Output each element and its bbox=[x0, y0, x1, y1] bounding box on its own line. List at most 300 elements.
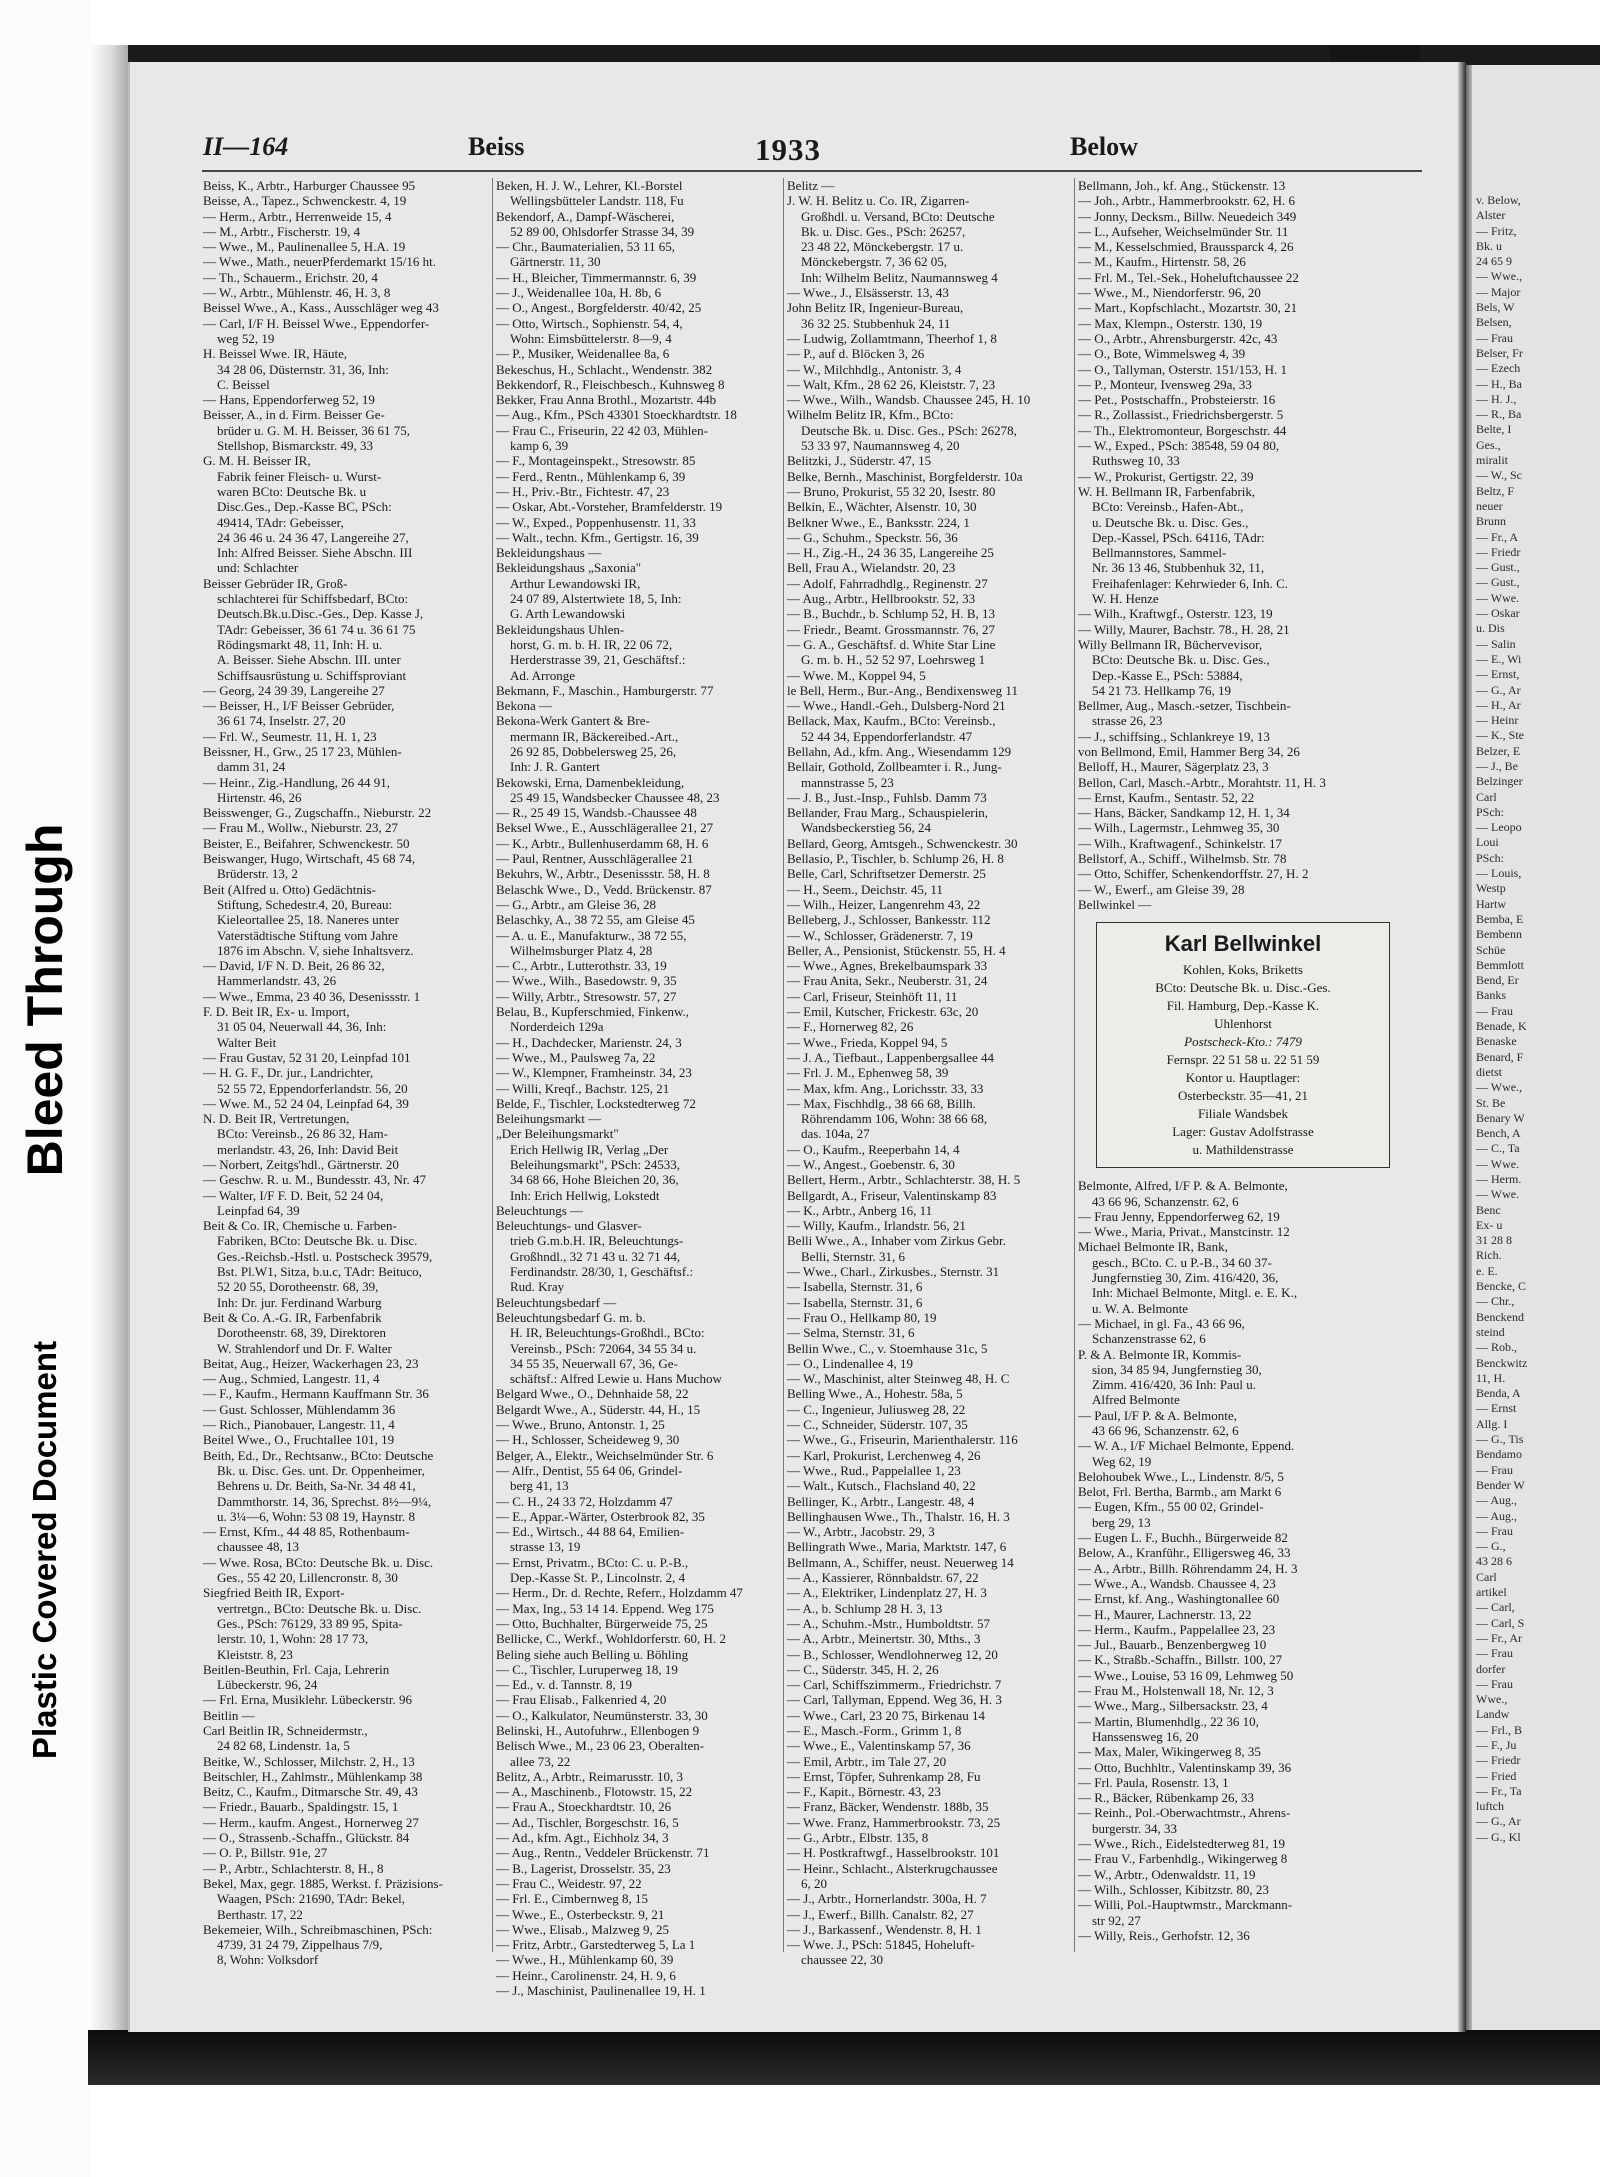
adjacent-page-line: — W., Sc bbox=[1476, 468, 1523, 483]
directory-entry-line: Belgard Wwe., O., Dehnhaide 58, 22 bbox=[496, 1386, 689, 1402]
adjacent-page-line: — G., Ar bbox=[1476, 1814, 1521, 1829]
directory-entry-line: 26 92 85, Dobbelersweg 25, 26, bbox=[510, 743, 677, 759]
directory-entry-line: — O., Lindenallee 4, 19 bbox=[787, 1355, 913, 1371]
directory-entry-line: — F., Kapit., Börnestr. 43, 23 bbox=[787, 1784, 941, 1800]
adjacent-page-line: — K., Ste bbox=[1476, 728, 1524, 743]
advertisement-line: Lager: Gustav Adolfstrasse bbox=[1172, 1124, 1314, 1140]
directory-entry-line: H. Beissel Wwe. IR, Häute, bbox=[203, 346, 348, 362]
directory-entry-line: Dep.-Kasse E., PSch: 53884, bbox=[1092, 667, 1243, 683]
directory-entry-line: — W., Schlosser, Grädenerstr. 7, 19 bbox=[787, 927, 973, 943]
directory-entry-line: — Max, kfm. Ang., Lorichsstr. 33, 33 bbox=[787, 1080, 984, 1096]
adjacent-page-line: — Rob., bbox=[1476, 1340, 1518, 1355]
directory-entry-line: — J. A., Tiefbaut., Lappenbergsallee 44 bbox=[787, 1049, 995, 1065]
adjacent-page-line: 24 65 9 bbox=[1476, 254, 1512, 269]
directory-entry-line: — Emil, Arbtr., im Tale 27, 20 bbox=[787, 1753, 947, 1769]
adjacent-page-line: — Herm. bbox=[1476, 1172, 1522, 1186]
directory-entry-line: Bekkendorf, R., Fleischbesch., Kuhnsweg 8 bbox=[496, 376, 725, 392]
directory-entry-line: Carl Beitlin IR, Schneidermstr., bbox=[203, 1722, 368, 1738]
directory-entry-line: — F., Kaufm., Hermann Kauffmann Str. 36 bbox=[203, 1386, 429, 1402]
directory-entry-line: str 92, 27 bbox=[1092, 1912, 1141, 1928]
adjacent-page-text bbox=[1476, 193, 1606, 1845]
header-rule bbox=[202, 170, 1422, 172]
directory-entry-line: — K., Arbtr., Bullenhuserdamm 68, H. 6 bbox=[496, 835, 709, 851]
directory-entry-line: Bellmann, Joh., kf. Ang., Stückenstr. 13 bbox=[1078, 178, 1286, 193]
adjacent-page-line: — Chr., bbox=[1476, 1294, 1515, 1309]
adjacent-page-line: — J., Be bbox=[1476, 758, 1518, 773]
directory-entry-line: und: Schlachter bbox=[217, 560, 299, 576]
directory-entry-line: BCto: Vereinsb., Hafen-Abt., bbox=[1092, 499, 1244, 515]
directory-entry-line: Bekleidungshaus „Saxonia" bbox=[496, 560, 642, 576]
adjacent-page-line: Beltz, F bbox=[1476, 483, 1514, 498]
directory-entry-line: — Gust. Schlosser, Mühlendamm 36 bbox=[203, 1401, 396, 1417]
directory-entry-line: 24 07 89, Alstertwiete 18, 5, Inh: bbox=[510, 591, 682, 607]
directory-entry-line: strasse 26, 23 bbox=[1092, 713, 1163, 729]
adjacent-page-line: Benaske bbox=[1476, 1034, 1517, 1049]
directory-entry-line: Inh: Alfred Beisser. Siehe Abschn. III bbox=[217, 545, 413, 561]
directory-entry-line: Nr. 36 13 46, Stubbenhuk 32, 11, bbox=[1092, 560, 1265, 576]
directory-entry-line: merlandstr. 43, 26, Inh: David Beit bbox=[217, 1141, 399, 1157]
directory-entry-line: u. Deutsche Bk. u. Disc. Ges., bbox=[1092, 514, 1249, 530]
directory-entry-line: Beitat, Aug., Heizer, Wackerhagen 23, 23 bbox=[203, 1355, 419, 1371]
directory-entry-line: — Frl. J. M., Ephenweg 58, 39 bbox=[787, 1065, 949, 1081]
adjacent-page-line: dorfer bbox=[1476, 1661, 1506, 1676]
directory-entry-line: — W., Milchhdlg., Antonistr. 3, 4 bbox=[787, 361, 962, 377]
directory-entry-line: Beleuchtungs — bbox=[496, 1202, 584, 1218]
directory-entry-line: — O., Kalkulator, Neumünsterstr. 33, 30 bbox=[496, 1707, 708, 1723]
directory-entry-line: Hanssensweg 16, 20 bbox=[1092, 1728, 1199, 1744]
directory-entry-line: 53 33 97, Naumannsweg 4, 20 bbox=[801, 438, 960, 454]
directory-entry-line: BCto: Deutsche Bk. u. Disc. Ges., bbox=[1092, 652, 1270, 668]
column-divider bbox=[1074, 178, 1075, 1952]
directory-entry-line: — M., Arbtr., Fischerstr. 19, 4 bbox=[203, 223, 361, 239]
directory-entry-line: — Frau C., Weidestr. 97, 22 bbox=[496, 1875, 642, 1891]
directory-entry-line: 36 61 74, Inselstr. 27, 20 bbox=[217, 713, 346, 729]
column-4 bbox=[1078, 178, 1402, 1952]
directory-entry-line: burgerstr. 34, 33 bbox=[1092, 1820, 1177, 1836]
directory-entry-line: — Wwe., Math., neuerPferdemarkt 15/16 ht. bbox=[203, 254, 436, 270]
directory-entry-line: — Walt., techn. Kfm., Gertigstr. 16, 39 bbox=[496, 529, 699, 545]
directory-entry-line: — Max, Klempn., Osterstr. 130, 19 bbox=[1078, 315, 1263, 331]
page-number: II—164 bbox=[203, 132, 289, 161]
directory-entry-line: — Wwe., J., Elsässerstr. 13, 43 bbox=[787, 285, 949, 301]
last-entry-word: Below bbox=[1070, 132, 1138, 161]
adjacent-page-line: — H., Ar bbox=[1476, 697, 1521, 712]
directory-entry-line: Norderdeich 129a bbox=[510, 1019, 604, 1035]
adjacent-page-line: v. Below, bbox=[1476, 193, 1521, 207]
directory-entry-line: — Carl, Friseur, Steinhöft 11, 11 bbox=[787, 988, 958, 1004]
directory-entry-line: Below, A., Kranführ., Elligersweg 46, 33 bbox=[1078, 1545, 1291, 1561]
directory-entry-line: — Frau M., Wollw., Nieburstr. 23, 27 bbox=[203, 820, 399, 836]
directory-entry-line: — Alfr., Dentist, 55 64 06, Grindel- bbox=[496, 1462, 683, 1478]
year: 1933 bbox=[755, 132, 821, 167]
directory-entry-line: — Wwe., Bruno, Antonstr. 1, 25 bbox=[496, 1417, 665, 1433]
adjacent-page-line: — Gust., bbox=[1476, 560, 1520, 575]
directory-entry-line: Beitschler, H., Zahlmstr., Mühlenkamp 38 bbox=[203, 1768, 423, 1784]
directory-entry-line: — Paul, I/F P. & A. Belmonte, bbox=[1078, 1407, 1237, 1423]
directory-entry-line: trieb G.m.b.H. IR, Beleuchtungs- bbox=[510, 1233, 684, 1249]
directory-entry-line: — Frau Jenny, Eppendorferweg 62, 19 bbox=[1078, 1208, 1280, 1224]
directory-entry-line: Beitlin — bbox=[203, 1707, 255, 1723]
advertisement-line: BCto: Deutsche Bk. u. Disc.-Ges. bbox=[1155, 980, 1331, 996]
adjacent-page-line: Carl bbox=[1476, 789, 1497, 804]
directory-entry-line: allee 73, 22 bbox=[510, 1753, 571, 1769]
directory-entry-line: Dep.-Kasse St. P., Lincolnstr. 2, 4 bbox=[510, 1570, 686, 1586]
directory-entry-line: — A., b. Schlump 28 H. 3, 13 bbox=[787, 1600, 943, 1616]
directory-entry-line: Beitz, C., Kaufm., Ditmarsche Str. 49, 43 bbox=[203, 1784, 418, 1800]
directory-entry-line: — Aug., Schmied, Langestr. 11, 4 bbox=[203, 1371, 380, 1387]
directory-entry-line: Beiswanger, Hugo, Wirtschaft, 45 68 74, bbox=[203, 851, 416, 867]
directory-entry-line: — Wwe. Franz, Hammerbrookstr. 73, 25 bbox=[787, 1814, 1001, 1830]
directory-entry-line: Bellard, Georg, Amtsgeh., Schwenckestr. 30 bbox=[787, 835, 1018, 851]
directory-entry-line: Belli, Sternstr. 31, 6 bbox=[801, 1248, 905, 1264]
directory-entry-line: Bekemeier, Wilh., Schreibmaschinen, PSch: bbox=[203, 1921, 433, 1937]
directory-entry-line: — Eugen, Kfm., 55 00 02, Grindel- bbox=[1078, 1499, 1264, 1515]
directory-entry-line: — Otto, Buchhalter, Bürgerweide 75, 25 bbox=[496, 1615, 708, 1631]
directory-entry-line: — Adolf, Fahrradhdlg., Reginenstr. 27 bbox=[787, 575, 988, 591]
directory-entry-line: Rud. Kray bbox=[510, 1279, 565, 1295]
adjacent-page-line: Benc bbox=[1476, 1202, 1501, 1217]
directory-entry-line: — Walter, I/F F. D. Beit, 52 24 04, bbox=[203, 1187, 384, 1203]
advertisement-line: Kontor u. Hauptlager: bbox=[1185, 1070, 1301, 1086]
directory-entry-line: Bellingrath Wwe., Maria, Marktstr. 147, 6 bbox=[787, 1539, 1007, 1555]
directory-entry-line: — J., Maschinist, Paulinenallee 19, H. 1 bbox=[496, 1983, 706, 1999]
directory-entry-line: 34 68 66, Hohe Bleichen 20, 36, bbox=[510, 1172, 679, 1188]
directory-entry-line: — H., Dachdecker, Marienstr. 24, 3 bbox=[496, 1034, 682, 1050]
directory-entry-line: Belde, F., Tischler, Lockstedterweg 72 bbox=[496, 1095, 696, 1111]
directory-entry-line: A. Beisser. Siehe Abschn. III. unter bbox=[217, 652, 401, 668]
directory-entry-line: — Herm., Dr. d. Rechte, Referr., Holzdamm 47 bbox=[496, 1585, 743, 1601]
directory-entry-line: Vaterstädtische Stiftung vom Jahre bbox=[217, 927, 398, 943]
directory-entry-line: — Frau V., Farbenhdlg., Wikingerweg 8 bbox=[1078, 1851, 1288, 1867]
adjacent-page-line: — Frau bbox=[1476, 1646, 1513, 1661]
adjacent-page-line: — H., Ba bbox=[1476, 376, 1522, 391]
directory-entry-line: G. m. b. H., 52 52 97, Loehrsweg 1 bbox=[801, 652, 986, 668]
directory-entry-line: — Herm., Kaufm., Pappelallee 23, 23 bbox=[1078, 1621, 1276, 1637]
adjacent-page-line: — Wwe., bbox=[1476, 1080, 1523, 1095]
adjacent-page-line: Westp bbox=[1476, 881, 1506, 896]
advertisement-line: u. Mathildenstrasse bbox=[1192, 1142, 1294, 1158]
directory-entry-line: — G., Arbtr., am Gleise 36, 28 bbox=[496, 896, 656, 912]
directory-entry-line: — Frau O., Hellkamp 80, 19 bbox=[787, 1309, 937, 1325]
directory-entry-line: — Willy, Maurer, Bachstr. 78., H. 28, 21 bbox=[1078, 621, 1290, 637]
directory-entry-line: Bekleidungshaus — bbox=[496, 545, 602, 561]
directory-entry-line: Lübeckerstr. 96, 24 bbox=[217, 1677, 318, 1693]
directory-entry-line: Brüderstr. 13, 2 bbox=[217, 866, 298, 882]
directory-entry-line: — Wilh., Lagermstr., Lehmweg 35, 30 bbox=[1078, 820, 1280, 836]
adjacent-page-line: neuer bbox=[1476, 498, 1503, 513]
directory-entry-line: — C., Arbtr., Lutterothstr. 33, 19 bbox=[496, 958, 667, 974]
directory-entry-line: — C. H., 24 33 72, Holzdamm 47 bbox=[496, 1493, 673, 1509]
directory-entry-line: 54 21 73. Hellkamp 76, 19 bbox=[1092, 682, 1232, 698]
directory-entry-line: Beken, H. J. W., Lehrer, Kl.-Borstel bbox=[496, 178, 683, 193]
directory-entry-line: — O., Kaufm., Reeperbahn 14, 4 bbox=[787, 1141, 960, 1157]
directory-entry-line: — Frau Anita, Sekr., Neuberstr. 31, 24 bbox=[787, 973, 988, 989]
adjacent-page-line: Belsen, bbox=[1476, 315, 1512, 330]
directory-entry-line: — Wwe. J., PSch: 51845, Hoheluft- bbox=[787, 1937, 975, 1953]
adjacent-page-line: Benckend bbox=[1476, 1309, 1524, 1324]
directory-entry-line: — W., Exped., Poppenhusenstr. 11, 33 bbox=[496, 514, 696, 530]
directory-entry-line: Beleuchtungs- und Glasver- bbox=[496, 1218, 642, 1234]
directory-entry-line: Waagen, PSch: 21690, TAdr: Bekel, bbox=[217, 1891, 405, 1907]
directory-entry-line: sion, 34 85 94, Jungfernstieg 30, bbox=[1092, 1361, 1262, 1377]
directory-entry-line: 52 44 34, Eppendorferlandstr. 47 bbox=[801, 728, 973, 744]
directory-entry-line: Belloff, H., Maurer, Sägerplatz 23, 3 bbox=[1078, 759, 1269, 775]
directory-entry-line: Michael Belmonte IR, Bank, bbox=[1078, 1239, 1228, 1255]
directory-entry-line: W. H. Bellmann IR, Farbenfabrik, bbox=[1078, 483, 1256, 499]
directory-entry-line: — J., Ewerf., Billh. Canalstr. 82, 27 bbox=[787, 1906, 974, 1922]
directory-entry-line: — L., Aufseher, Weichselmünder Str. 11 bbox=[1078, 223, 1289, 239]
adjacent-page-line: 31 28 8 bbox=[1476, 1233, 1512, 1248]
advertisement-line: Fil. Hamburg, Dep.-Kasse K. bbox=[1166, 998, 1320, 1014]
directory-entry-line: Inh: J. R. Gantert bbox=[510, 759, 600, 775]
directory-entry-line: — Otto, Schiffer, Schenkendorffstr. 27, H. 2 bbox=[1078, 866, 1309, 882]
adjacent-page-line: — Ezech bbox=[1476, 361, 1521, 376]
directory-entry-line: — Max, Fischhdlg., 38 66 68, Billh. bbox=[787, 1095, 976, 1111]
directory-entry-line: Herderstrasse 39, 21, Geschäftsf.: bbox=[510, 652, 686, 668]
directory-entry-line: — Franz, Bäcker, Wendenstr. 188b, 35 bbox=[787, 1799, 989, 1815]
directory-entry-line: Belitz — bbox=[787, 178, 835, 193]
directory-entry-line: — Wwe. M., 52 24 04, Leinpfad 64, 39 bbox=[203, 1095, 409, 1111]
directory-entry-line: Großhdl. u. Versand, BCto: Deutsche bbox=[801, 208, 995, 224]
directory-entry-line: BCto: Vereinsb., 26 86 32, Ham- bbox=[217, 1126, 388, 1142]
adjacent-page-line: artikel bbox=[1476, 1585, 1507, 1600]
adjacent-page-line: — Frau bbox=[1476, 1523, 1513, 1538]
adjacent-page-line: — Aug., bbox=[1476, 1493, 1518, 1508]
running-head bbox=[130, 132, 1462, 172]
directory-entry-line: — Carl, Schiffszimmerm., Friedrichstr. 7 bbox=[787, 1677, 1002, 1693]
directory-entry-line: — H. Postkraftwgf., Hasselbrookstr. 101 bbox=[787, 1845, 1000, 1861]
adjacent-page-line: — Frl., B bbox=[1476, 1722, 1523, 1737]
directory-entry-line: Inh: Erich Hellwig, Lokstedt bbox=[510, 1187, 660, 1203]
directory-entry-line: — Frl. M., Tel.-Sek., Hoheluftchaussee 22 bbox=[1078, 269, 1299, 285]
directory-entry-line: — Ludwig, Zollamtmann, Theerhof 1, 8 bbox=[787, 330, 997, 346]
annotation-sidebar bbox=[0, 0, 90, 2177]
advertisement-line: Osterbeckstr. 35—41, 21 bbox=[1178, 1088, 1308, 1104]
directory-entry-line: — Max, Maler, Wikingerweg 8, 35 bbox=[1078, 1744, 1261, 1760]
directory-entry-line: — Frau Gustav, 52 31 20, Leinpfad 101 bbox=[203, 1049, 411, 1065]
adjacent-page-line: e. E. bbox=[1476, 1263, 1498, 1278]
directory-entry-line: 43 66 96, Schanzenstr. 62, 6 bbox=[1092, 1423, 1239, 1438]
directory-entry-line: G. Arth Lewandowski bbox=[510, 606, 626, 622]
directory-entry-line: G. M. H. Beisser IR, bbox=[203, 453, 311, 469]
directory-entry-line: — Wwe., Wilh., Wandsb. Chaussee 245, H. 10 bbox=[787, 392, 1031, 408]
directory-entry-line: — Bruno, Prokurist, 55 32 20, Isestr. 80 bbox=[787, 483, 996, 499]
adjacent-page-line: — E., Wi bbox=[1476, 651, 1522, 666]
directory-entry-line: Walter Beit bbox=[217, 1034, 277, 1050]
directory-entry-line: Vereinsb., PSch: 72064, 34 55 34 u. bbox=[510, 1340, 697, 1356]
directory-entry-line: schlachterei für Schiffsbedarf, BCto: bbox=[217, 591, 409, 607]
directory-entry-line: — Ferd., Rentn., Mühlenkamp 6, 39 bbox=[496, 468, 686, 484]
directory-entry-line: — A., Schuhm.-Mstr., Humboldtstr. 57 bbox=[787, 1615, 990, 1631]
directory-entry-line: — Martin, Blumenhdlg., 22 36 10, bbox=[1078, 1713, 1259, 1729]
directory-entry-line: Bell, Frau A., Wielandstr. 20, 23 bbox=[787, 560, 956, 576]
directory-entry-line: Beleihungsmarkt", PSch: 24533, bbox=[510, 1157, 680, 1172]
directory-entry-line: — Friedr., Beamt. Grossmannstr. 76, 27 bbox=[787, 621, 995, 637]
directory-entry-line: 52 89 00, Ohlsdorfer Strasse 34, 39 bbox=[510, 223, 695, 239]
adjacent-page-line: PSch: bbox=[1476, 804, 1505, 819]
directory-entry-line: — A. u. E., Manufakturw., 38 72 55, bbox=[496, 927, 687, 943]
adjacent-page-line: — R., Ba bbox=[1476, 407, 1522, 422]
directory-entry-line: — Frau C., Friseurin, 22 42 03, Mühlen- bbox=[496, 422, 708, 438]
advertisement-line: Postscheck-Kto.: 7479 bbox=[1184, 1034, 1302, 1050]
directory-entry-line: Hirtenstr. 46, 26 bbox=[217, 789, 302, 805]
scan-bottom-band bbox=[88, 2030, 1600, 2085]
directory-entry-line: Beitke, W., Schlosser, Milchstr. 2, H., 13 bbox=[203, 1753, 415, 1769]
directory-entry-line: — H., Zig.-H., 24 36 35, Langereihe 25 bbox=[787, 545, 994, 561]
directory-entry-line: — W., Arbtr., Odenwaldstr. 11, 19 bbox=[1078, 1866, 1256, 1882]
adjacent-page-line: — Fr., Ar bbox=[1476, 1630, 1523, 1645]
directory-entry-line: Wellingsbütteler Landstr. 118, Fu bbox=[510, 193, 684, 209]
adjacent-page-line: Bembenn bbox=[1476, 927, 1522, 942]
directory-entry-line: — B., Lagerist, Drosselstr. 35, 23 bbox=[496, 1860, 671, 1876]
directory-entry-line: — R., Bäcker, Rübenkamp 26, 33 bbox=[1078, 1790, 1255, 1806]
directory-entry-line: Bk. u. Disc. Ges. unt. Dr. Oppenheimer, bbox=[217, 1462, 425, 1478]
directory-entry-line: — A., Arbtr., Meinertstr. 30, Mths., 3 bbox=[787, 1631, 981, 1647]
directory-entry-line: — Hans, Eppendorferweg 52, 19 bbox=[203, 392, 375, 408]
directory-entry-line: strasse 13, 19 bbox=[510, 1539, 581, 1555]
directory-entry-line: — Joh., Arbtr., Hammerbrookstr. 62, H. 6 bbox=[1078, 193, 1296, 209]
adjacent-page bbox=[1462, 65, 1600, 2030]
directory-entry-line: — Wwe., Emma, 23 40 36, Desenissstr. 1 bbox=[203, 988, 421, 1004]
adjacent-page-line: Benary W bbox=[1476, 1110, 1525, 1125]
bleed-through-label: Bleed Through bbox=[17, 823, 73, 1177]
directory-entry-line: — C., Tischler, Luruperweg 18, 19 bbox=[496, 1661, 678, 1677]
directory-entry-line: C. Beissel bbox=[217, 376, 270, 392]
directory-entry-line: Disc.Ges., Dep.-Kasse BC, PSch: bbox=[217, 499, 392, 515]
directory-entry-line: — Ernst, kf. Ang., Washingtonallee 60 bbox=[1078, 1591, 1280, 1607]
adjacent-page-line: — Gust., bbox=[1476, 575, 1520, 590]
directory-entry-line: Bellmer, Aug., Masch.-setzer, Tischbein- bbox=[1078, 698, 1291, 714]
directory-entry-line: Belisch Wwe., M., 23 06 23, Oberalten- bbox=[496, 1738, 705, 1754]
adjacent-page-line: — G., Kl bbox=[1476, 1829, 1521, 1844]
adjacent-page-line: Bendamo bbox=[1476, 1447, 1522, 1462]
directory-entry-line: Bellack, Max, Kaufm., BCto: Vereinsb., bbox=[787, 713, 996, 729]
directory-entry-line: — Isabella, Sternstr. 31, 6 bbox=[787, 1294, 923, 1310]
directory-entry-line: — P., Musiker, Weidenallee 8a, 6 bbox=[496, 346, 670, 362]
adjacent-page-line: — Salin bbox=[1476, 636, 1516, 651]
directory-entry-line: Belgardt Wwe., A., Süderstr. 44, H., 15 bbox=[496, 1401, 701, 1417]
directory-entry-line: Bekeschus, H., Schlacht., Wendenstr. 382 bbox=[496, 361, 713, 377]
directory-entry-line: — C., Schneider, Süderstr. 107, 35 bbox=[787, 1417, 968, 1433]
adjacent-page-line: Bender W bbox=[1476, 1477, 1525, 1492]
directory-entry-line: — Emil, Kutscher, Frickestr. 63c, 20 bbox=[787, 1004, 979, 1020]
advertisement-line: Fernspr. 22 51 58 u. 22 51 59 bbox=[1166, 1052, 1320, 1068]
directory-entry-line: Belkner Wwe., E., Banksstr. 224, 1 bbox=[787, 514, 970, 530]
directory-entry-line: u. W. A. Belmonte bbox=[1092, 1300, 1189, 1316]
adjacent-page-line: — Wwe. bbox=[1476, 1156, 1520, 1171]
directory-entry-line: Siegfried Beith IR, Export- bbox=[203, 1585, 345, 1601]
adjacent-page-line: Belte, I bbox=[1476, 422, 1512, 437]
directory-entry-line: Beleuchtungsbedarf G. m. b. bbox=[496, 1309, 646, 1325]
adjacent-page-line: — Friedr bbox=[1476, 544, 1521, 559]
directory-entry-line: lerstr. 10, 1, Wohn: 28 17 73, bbox=[217, 1631, 369, 1647]
directory-entry-line: — Wwe., Charl., Zirkusbes., Sternstr. 31 bbox=[787, 1264, 1000, 1280]
directory-entry-line: 6, 20 bbox=[801, 1875, 827, 1891]
directory-entry-line: — Otto, Wirtsch., Sophienstr. 54, 4, bbox=[496, 315, 683, 331]
directory-entry-line: Beisse, A., Tapez., Schwenckestr. 4, 19 bbox=[203, 193, 407, 209]
directory-entry-line: Belling Wwe., A., Hohestr. 58a, 5 bbox=[787, 1386, 963, 1402]
directory-entry-line: — Wwe., A., Wandsb. Chaussee 4, 23 bbox=[1078, 1575, 1276, 1591]
directory-entry-line: Belohoubek Wwe., L., Lindenstr. 8/5, 5 bbox=[1078, 1468, 1284, 1484]
directory-entry-line: — Frau A., Stoeckhardtstr. 10, 26 bbox=[496, 1799, 672, 1815]
adjacent-page-line: Brunn bbox=[1476, 514, 1506, 529]
directory-entry-line: Jungfernstieg 30, Zim. 416/420, 36, bbox=[1092, 1270, 1279, 1286]
directory-entry-line: — Friedr., Bauarb., Spaldingstr. 15, 1 bbox=[203, 1799, 399, 1815]
directory-entry-line: 36 32 25. Stubbenhuk 24, 11 bbox=[801, 315, 951, 331]
directory-entry-line: Beit (Alfred u. Otto) Gedächtnis- bbox=[203, 881, 376, 897]
directory-entry-line: — O. P., Billstr. 91e, 27 bbox=[203, 1845, 328, 1861]
directory-entry-line: 43 66 96, Schanzenstr. 62, 6 bbox=[1092, 1193, 1239, 1209]
directory-entry-line: — Frl. Erna, Musiklehr. Lübeckerstr. 96 bbox=[203, 1692, 413, 1708]
directory-entry-line: — W. A., I/F Michael Belmonte, Eppend. bbox=[1078, 1438, 1295, 1454]
directory-entry-line: H. IR, Beleuchtungs-Großhdl., BCto: bbox=[510, 1325, 705, 1341]
adjacent-page-line: Loui bbox=[1476, 835, 1499, 850]
directory-entry-line: Kleiststr. 8, 23 bbox=[217, 1646, 293, 1662]
adjacent-page-line: — Fr., Ta bbox=[1476, 1783, 1522, 1798]
directory-entry-line: — Wilh., Heizer, Langenrehm 43, 22 bbox=[787, 896, 981, 912]
adjacent-page-line: Rich. bbox=[1476, 1248, 1502, 1263]
directory-entry-line: — Ernst, Privatm., BCto: C. u. P.-B., bbox=[496, 1554, 689, 1570]
directory-entry-line: 34 55 35, Neuerwall 67, 36, Ge- bbox=[510, 1355, 678, 1371]
directory-entry-line: — Ed., Wirtsch., 44 88 64, Emilien- bbox=[496, 1524, 685, 1540]
directory-entry-line: — J., Barkassenf., Wendenstr. 8, H. 1 bbox=[787, 1921, 982, 1937]
directory-entry-line: — Heinr., Carolinenstr. 24, H. 9, 6 bbox=[496, 1967, 676, 1983]
adjacent-page-line: PSch: bbox=[1476, 850, 1505, 865]
adjacent-page-line: — Louis, bbox=[1476, 866, 1522, 881]
directory-entry-line: Freihafenlager: Kehrwieder 6, Inh. C. bbox=[1092, 575, 1289, 591]
directory-entry-line: — Wwe., G., Friseurin, Marienthalerstr. 116 bbox=[787, 1432, 1018, 1448]
directory-entry-line: W. H. Henze bbox=[1092, 591, 1159, 607]
adjacent-page-line: — Carl, S bbox=[1476, 1615, 1525, 1630]
directory-entry-line: Arthur Lewandowski IR, bbox=[510, 575, 641, 591]
directory-entry-line: Bellmannstores, Sammel- bbox=[1092, 545, 1227, 561]
directory-entry-line: weg 52, 19 bbox=[217, 330, 275, 346]
directory-entry-line: Dorotheenstr. 68, 39, Direktoren bbox=[217, 1325, 386, 1341]
directory-entry-line: Röhrendamm 106, Wohn: 38 66 68, bbox=[801, 1111, 988, 1127]
directory-entry-line: Bst. Pl.W1, Sitza, b.u.c, TAdr: Beituco, bbox=[217, 1264, 422, 1280]
directory-entry-line: Hammerlandstr. 43, 26 bbox=[217, 973, 337, 989]
adjacent-page-line: Bemba, E bbox=[1476, 911, 1524, 926]
directory-entry-line: Bellin Wwe., C., v. Stoemhause 31c, 5 bbox=[787, 1340, 988, 1356]
directory-entry-line: chaussee 48, 13 bbox=[217, 1539, 299, 1555]
directory-entry-line: — W., Klempner, Framheinstr. 34, 23 bbox=[496, 1065, 692, 1081]
directory-entry-line: — P., Arbtr., Schlachterstr. 8, H., 8 bbox=[203, 1860, 384, 1876]
directory-entry-line: u. 3¼—6, Wohn: 53 08 19, Haynstr. 8 bbox=[217, 1508, 416, 1524]
directory-entry-line: Beleihungsmarkt — bbox=[496, 1111, 602, 1127]
adjacent-page-line: Hartw bbox=[1476, 896, 1506, 911]
directory-entry-line: — Georg, 24 39 39, Langereihe 27 bbox=[203, 682, 385, 698]
adjacent-page-line: — Heinr bbox=[1476, 713, 1519, 728]
advertisement-line: Kohlen, Koks, Briketts bbox=[1183, 962, 1303, 978]
directory-entry-line: — Heinr., Schlacht., Alsterkrugchaussee bbox=[787, 1860, 998, 1876]
directory-entry-line: Bekendorf, A., Dampf-Wäscherei, bbox=[496, 208, 675, 224]
directory-entry-line: — Aug., Arbtr., Hellbrookstr. 52, 33 bbox=[787, 591, 976, 607]
directory-entry-line: Bellmann, A., Schiffer, neust. Neuerweg 14 bbox=[787, 1554, 1014, 1570]
adjacent-page-line: — Oskar bbox=[1476, 606, 1520, 621]
directory-entry-line: — O., Bote, Wimmelsweg 4, 39 bbox=[1078, 346, 1246, 362]
directory-entry-line: vertretgn., BCto: Deutsche Bk. u. Disc. bbox=[217, 1600, 422, 1616]
adjacent-page-line: Belzinger bbox=[1476, 774, 1523, 789]
directory-entry-line: — O., Angest., Borgfelderstr. 40/42, 25 bbox=[496, 300, 702, 316]
directory-entry-line: — Norbert, Zeitgs'hdl., Gärtnerstr. 20 bbox=[203, 1157, 399, 1172]
directory-entry-line: — C., Süderstr. 345, H. 2, 26 bbox=[787, 1661, 939, 1677]
directory-entry-line: 52 55 72, Eppendorferlandstr. 56, 20 bbox=[217, 1080, 408, 1096]
directory-entry-line: — M., Kaufm., Hirtenstr. 58, 26 bbox=[1078, 254, 1246, 270]
advertisement-title: Karl Bellwinkel bbox=[1164, 931, 1322, 957]
adjacent-page-line: — Leopo bbox=[1476, 820, 1522, 835]
directory-entry-line: mermann IR, Bäckereibed.-Art., bbox=[510, 728, 679, 744]
directory-entry-line: — Wwe., Maria, Privat., Manstcinstr. 12 bbox=[1078, 1224, 1290, 1240]
